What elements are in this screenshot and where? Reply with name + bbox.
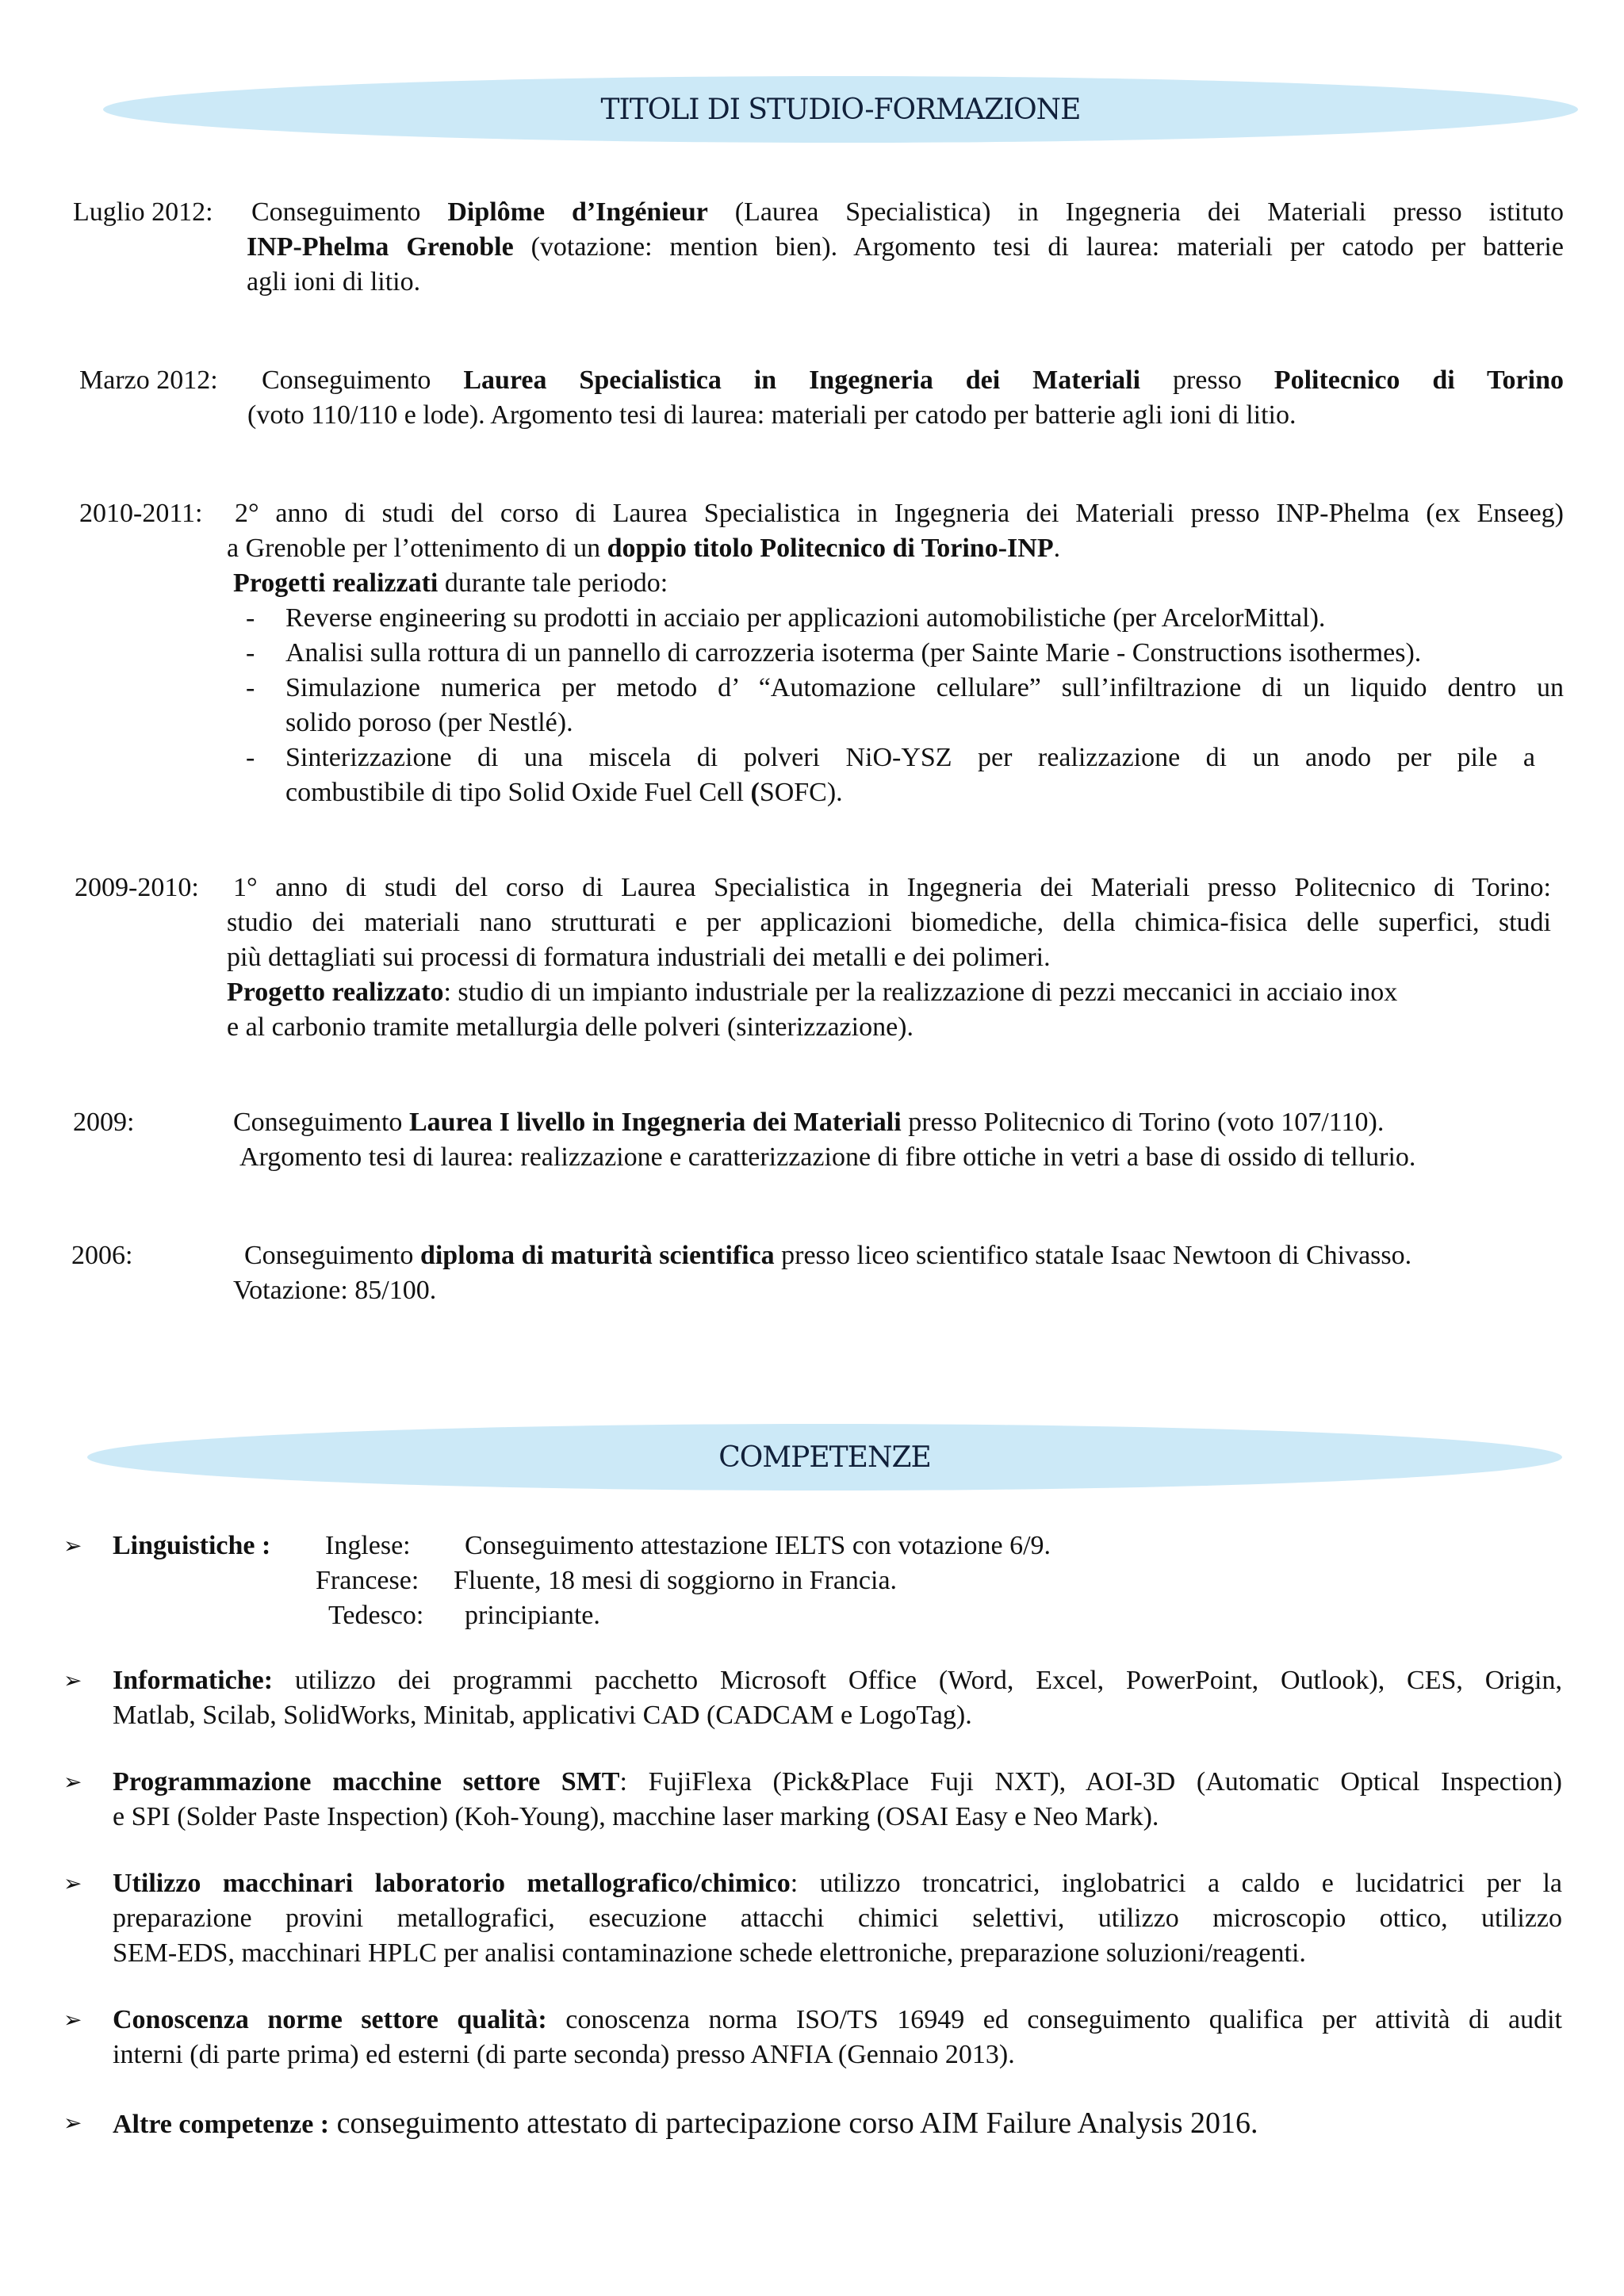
entry-line: 2° anno di studi del corso di Laurea Specialistica in Ingegneria dei Materiali presso INP-Phelma (ex Enseeg)	[235, 499, 1564, 528]
language-name: Inglese:	[325, 1531, 411, 1560]
bullet-arrow-icon: ➢	[63, 2007, 82, 2033]
entry-line: 1° anno di studi del corso di Laurea Specialistica in Ingegneria dei Materiali presso Politecnico di Torino:	[233, 873, 1551, 902]
language-name: Francese:	[316, 1566, 419, 1595]
entry-line: Progetto realizzato: studio di un impianto industriale per la realizzazione di pezzi meccanici in acciaio inox	[227, 978, 1398, 1007]
language-level: Fluente, 18 mesi di soggiorno in Francia.	[454, 1566, 898, 1595]
entry-line: Progetti realizzati durante tale periodo:	[233, 568, 668, 598]
skill-smt	[63, 1765, 1562, 1835]
entry-line: a Grenoble per l’ottenimento di un doppio titolo Politecnico di Torino-INP.	[227, 534, 1061, 563]
entry-date: 2006:	[71, 1241, 133, 1270]
skill-line: Matlab, Scilab, SolidWorks, Minitab, applicativi CAD (CADCAM e LogoTag).	[113, 1701, 972, 1730]
entry-line: e al carbonio tramite metallurgia delle polveri (sinterizzazione).	[227, 1012, 914, 1042]
skill-line: preparazione provini metallografici, esecuzione attacchi chimici selettivi, utilizzo microscopio ottico, utilizzo	[113, 1904, 1562, 1933]
skill-line: Altre competenze : conseguimento attestato di partecipazione corso AIM Failure Analysis 2016.	[113, 2107, 1258, 2140]
bullet-arrow-icon: ➢	[63, 1533, 82, 1559]
skill-line: SEM-EDS, macchinari HPLC per analisi contaminazione schede elettroniche, preparazione soluzioni/reagenti.	[113, 1938, 1306, 1968]
entry-line: Votazione: 85/100.	[233, 1276, 437, 1305]
entry-date: Marzo 2012:	[79, 365, 218, 395]
bullet-arrow-icon: ➢	[63, 1769, 82, 1795]
entry-date: Luglio 2012:	[73, 197, 213, 227]
entry-line: Conseguimento Laurea I livello in Ingegneria dei Materiali presso Politecnico di Torino (voto 107/110).	[233, 1108, 1385, 1137]
entry-line: (voto 110/110 e lode). Argomento tesi di laurea: materiali per catodo per batterie agli ioni di litio.	[247, 400, 1297, 430]
section-title-competenze: COMPETENZE	[718, 1441, 931, 1474]
entry-date: 2009:	[73, 1108, 135, 1137]
bullet-arrow-icon: ➢	[63, 2110, 82, 2136]
entry-line: Conseguimento Laurea Specialistica in Ingegneria dei Materiali presso Politecnico di Torino	[262, 365, 1564, 395]
skill-line: interni (di parte prima) ed esterni (di parte seconda) presso ANFIA (Gennaio 2013).	[113, 2040, 1015, 2069]
skill-line: Conoscenza norme settore qualità: conoscenza norma ISO/TS 16949 ed conseguimento qualifica per attività di audit	[113, 2005, 1562, 2034]
entry-date: 2010-2011:	[79, 499, 203, 528]
section-title-studi: TITOLI DI STUDIO-FORMAZIONE	[600, 93, 1081, 126]
entry-line: studio dei materiali nano strutturati e per applicazioni biomediche, della chimica-fisica delle superfici, studi	[227, 908, 1551, 937]
skill-line: Programmazione macchine settore SMT: FujiFlexa (Pick&Place Fuji NXT), AOI-3D (Automatic Optical Inspection)	[113, 1767, 1562, 1797]
skill-line: Utilizzo macchinari laboratorio metallografico/chimico: utilizzo troncatrici, inglobatrici a caldo e lucidatrici per la	[113, 1869, 1563, 1898]
entry-line: Conseguimento diploma di maturità scientifica presso liceo scientifico statale Isaac Newtoon di Chivasso.	[244, 1241, 1412, 1270]
bullet-arrow-icon: ➢	[63, 1870, 82, 1896]
section-banner-competenze	[87, 1424, 1562, 1490]
entry-line: INP-Phelma Grenoble (votazione: mention bien). Argomento tesi di laurea: materiali per catodo per batterie	[247, 232, 1564, 262]
language-level: principiante.	[465, 1601, 600, 1630]
skill-laboratorio	[63, 1866, 1562, 1971]
bullet-arrow-icon: ➢	[63, 1667, 82, 1693]
language-level: Conseguimento attestazione IELTS con votazione 6/9.	[465, 1531, 1051, 1560]
entry-line: agli ioni di litio.	[247, 267, 421, 297]
skill-qualita	[63, 2003, 1562, 2072]
language-name: Tedesco:	[328, 1601, 424, 1630]
skill-altre	[63, 2106, 1562, 2144]
skill-line: Informatiche: utilizzo dei programmi pacchetto Microsoft Office (Word, Excel, PowerPoint, Outlook), CES, Origin,	[113, 1666, 1562, 1695]
skill-title: Linguistiche :	[113, 1531, 271, 1560]
skill-line: e SPI (Solder Paste Inspection) (Koh-Young), macchine laser marking (OSAI Easy e Neo Mark).	[113, 1802, 1159, 1831]
entry-line: più dettagliati sui processi di formatura industriali dei metalli e dei polimeri.	[227, 943, 1051, 972]
entry-line: Conseguimento Diplôme d’Ingénieur (Laurea Specialistica) in Ingegneria dei Materiali presso istituto	[251, 197, 1564, 227]
skill-informatiche	[63, 1663, 1562, 1733]
entry-line: Argomento tesi di laurea: realizzazione e caratterizzazione di fibre ottiche in vetri a base di ossido di tellurio.	[239, 1142, 1416, 1172]
skill-linguistiche	[63, 1529, 1562, 1633]
entry-date: 2009-2010:	[75, 873, 199, 902]
section-banner-studi	[103, 76, 1578, 143]
